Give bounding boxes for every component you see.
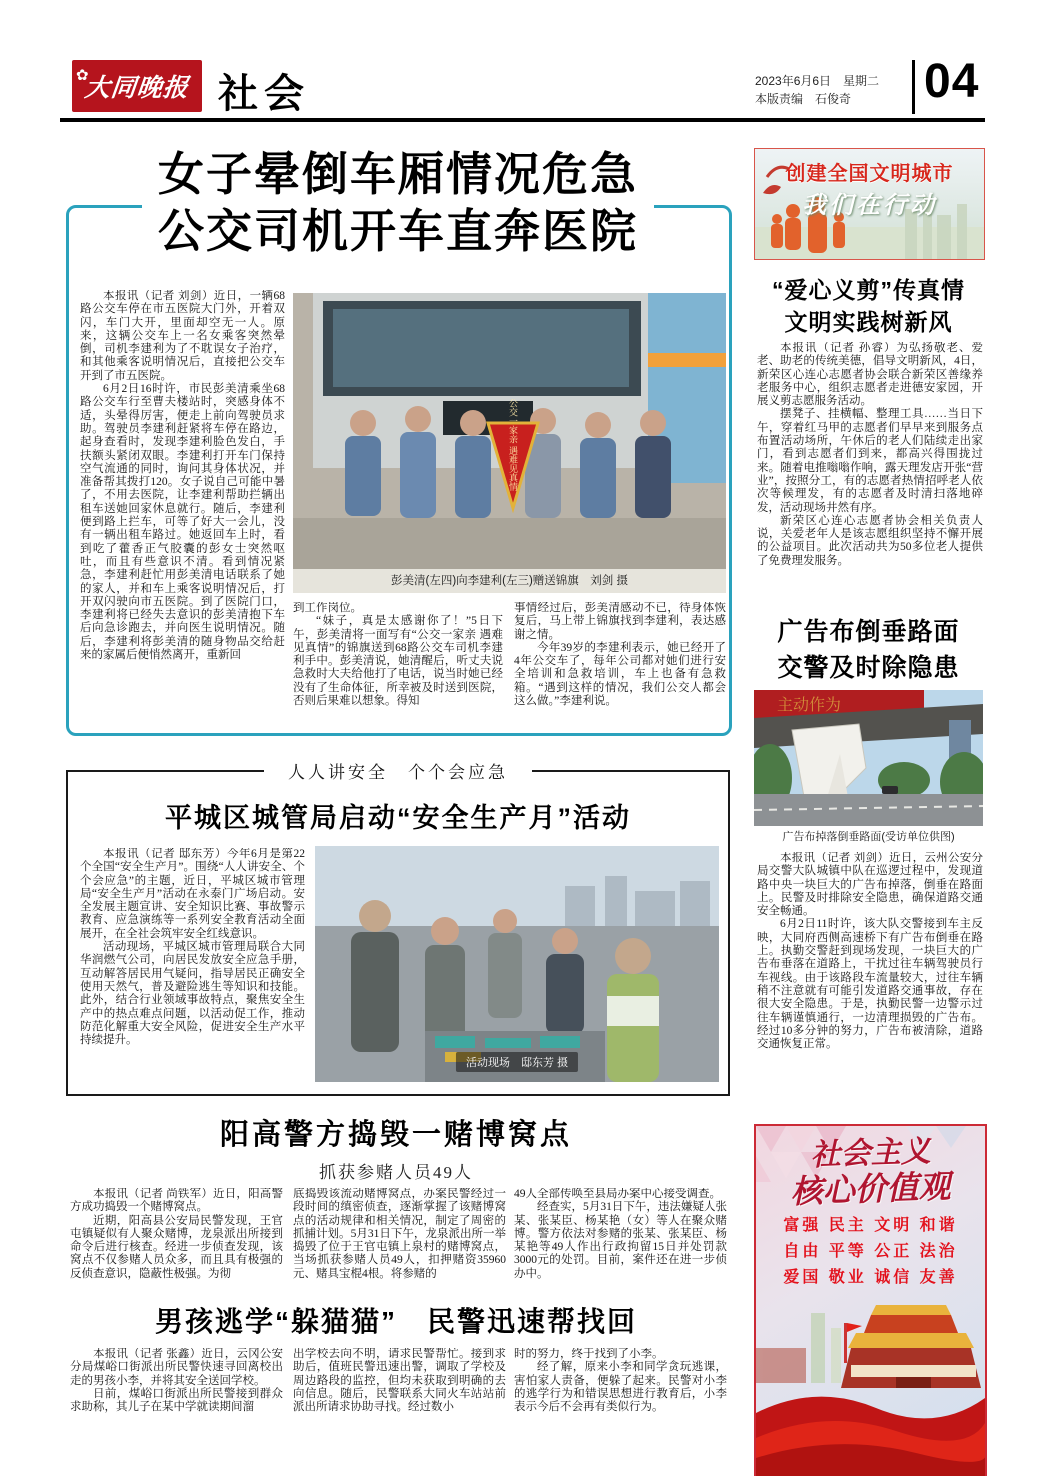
civilization-banner (754, 148, 985, 260)
section-title: 社会 (218, 71, 310, 116)
date-line: 2023年6月6日 星期二 (755, 74, 880, 88)
article3-subhead: 抓获参赌人员49人 (319, 1163, 473, 1182)
article3-column3: 49人全部传唤至县局办案中心接受调查。 经查实，5月31日下午，违法嫌疑人张某、张某臣、杨某艳（女）等人在聚众赌博。警方依法对参赌的张某、张某臣、杨某艳等49人作出行政拘留15日并处罚款3000元的处罚。目前，案件还在进一步侦办中。 (514, 1188, 727, 1280)
date-block (755, 72, 879, 108)
overpass-photo-illustration (754, 690, 983, 826)
article1-column3: 事情经过后，彭美清感动不已，待身体恢复后，马上带上锦旗找到李建利，表达感谢之情。 今年39岁的李建利表示，她已经开了4年公交车了，每年公司都对她们进行安全培训和急救培训，车上也备有急救箱。“遇到这样的情况，我们公交人都会这么做。”李建利说。 (514, 602, 726, 708)
masthead-logo (72, 60, 202, 112)
page-number: 04 (924, 55, 980, 108)
article3-column1: 本报讯（记者 尚铁军）近日，阳高警方成功捣毁一个赌博窝点。 近期，阳高县公安局民警发现，王官屯镇疑似有人聚众赌博，龙泉派出所接到命令后进行核查。经进一步侦查发现，该窝点不仅参赌人员众多，而且具有极强的反侦查意识，隐蔽性极强。为彻 (70, 1188, 283, 1280)
article2-headline: 平城区城管局启动“安全生产月”活动 (165, 803, 631, 833)
article3-column2: 底捣毁该流动赌博窝点，办案民警经过一段时间的缜密侦查，逐渐掌握了该赌博窝点的活动规律和相关情况，制定了周密的抓捕计划。5月31日下午，龙泉派出所一举捣毁了位于王官屯镇上泉村的赌博窝点，当场抓获参赌人员49人，扣押赌资35960元、赌具宝棍4根。将参赌的 (293, 1188, 506, 1280)
poster-values-row2: 自由 平等 公正 法治 (783, 1243, 958, 1260)
core-values-poster (754, 1124, 987, 1476)
article1-photo-caption: 彭美清(左四)向李建利(左三)赠送锦旗 刘剑 摄 (293, 569, 726, 593)
article4-headline: 男孩逃学“躲猫猫” 民警迅速帮找回 (154, 1306, 637, 1337)
masthead-flame-icon: ✿ (76, 67, 89, 84)
article2-photo-caption: 活动现场 邸东芳 摄 (456, 1052, 578, 1072)
banner-line1: 创建全国文明城市 (785, 163, 954, 185)
article1-column1: 本报讯（记者 刘剑）近日，一辆68路公交车停在市五医院大门外，开着双闪，车门大开，里面却空无一人。原来，这辆公交车上一名女乘客突然晕倒，司机李建利为了不耽误女子治疗，和其他乘客说明情况后，直接把公交车开到了市五医院。 6月2日16时许，市民彭美清乘坐68路公交车行至曹夫楼站时，突感身体不适，头晕得厉害，便走上前向驾驶员求助。驾驶员李建利赶紧将车停在路边，起身查看时，发现李建利脸色发白，手扶额头紧闭双眼。李建利打开车门保持空气流通的同时，询问其身体状况，并准备帮其拨打120。女子说自己可能中暑了，不用去医院，让李建利帮助拦辆出租车送她回家休息就行。随后，李建利便到路上拦车，可等了好大一会儿，没有一辆出租车路过。她返回车上时，看到吃了藿香正气胶囊的彭女士突然呕吐，而且有些意识不清。看到情况紧急，李建利赶忙用彭美清电话联系了她的家人，并和车上乘客说明情况后，打开双闪驶向市五医院。到了医院门口，李建利将已经失去意识的彭美清抱下车后向急诊跑去，并向医生说明情况。随后，李建利将彭美清的随身物品交给赶来的家属后便悄然离开，重新回 (80, 290, 285, 662)
header-divider (912, 60, 915, 114)
poster-values-row1: 富强 民主 文明 和谐 (783, 1217, 958, 1234)
article4-column3: 时的努力，终于找到了小李。 经了解，原来小李和同学贪玩逃课，害怕家人责备，便躲了起来。民警对小李的逃学行为和错误思想进行教育后，小李表示今后不会再有类似行为。 (514, 1348, 727, 1414)
photo-banner-text: 主动作为 (776, 697, 842, 714)
article1-headline-line2: 公交司机开车直奔医院 (66, 203, 730, 259)
article3-headline: 阳高警方捣毁一赌博窝点 (219, 1119, 572, 1151)
banner-line2: 我们在行动 (802, 192, 937, 219)
article4-column1: 本报讯（记者 张鑫）近日，云冈公安分局煤峪口街派出所民警快速寻回离校出走的男孩小李，并将其安全送回学校。 日前，煤峪口街派出所民警接到群众求助称，其儿子在某中学就读期间溜 (70, 1348, 283, 1414)
poster-title-line2: 核心价值观 (789, 1168, 952, 1210)
poster-illustration (756, 1293, 985, 1476)
article1-photo (293, 293, 726, 593)
article5-headline-line2: 文明实践树新风 (784, 309, 953, 335)
activity-photo-illustration (315, 846, 719, 1082)
article1-headline-line1: 女子晕倒车厢情况危急 (66, 146, 730, 202)
masthead-title: 大同晚报 (83, 75, 191, 102)
article6-body: 本报讯（记者 刘剑）近日，云州公安分局交警大队城镇中队在巡逻过程中，发现道路中央一块巨大的广告布掉落，倒垂在路面上。民警及时排除安全隐患，确保道路交通安全畅通。 6月2日11时许，该大队交警接到车主反映，大同府西侧高速桥下有广告布倒垂在路上。执勤交警赶到现场发现，一块巨大的广告布垂落在道路上，干扰过往车辆驾驶员行车视线。由于该路段车流量较大，过往车辆稍不注意就有可能引发道路交通事故，存在很大安全隐患。于是，执勤民警一边警示过往车辆谨慎通行，一边清理损毁的广告布。经过10多分钟的努力，广告布被清除，道路交通恢复正常。 (757, 852, 983, 1051)
article1-column2: 到工作岗位。 “妹子，真是太感谢你了！”5日下午，彭美清将一面写有“公交一家亲 遇难见真情”的锦旗送到68路公交车司机李建利手中。彭美清说，她清醒后，听丈夫说急救时大夫给他打了电话，说当时她已经没有了生命体征，所幸被及时送到医院，否则后果难以想象。得知 (293, 602, 503, 708)
article6-headline-line2: 交警及时除隐患 (777, 654, 960, 682)
pennant-text: 公交一家亲 遇难见真情 (508, 398, 518, 492)
article5-body: 本报讯（记者 孙睿）为弘扬敬老、爱老、助老的传统美德，倡导文明新风，4日，新荣区心连心志愿者协会联合新荣区善缘养老服务中心，组织志愿者走进德安家园，开展义剪志愿服务活动。 摆凳子、挂横幅、整理工具……当日下午，穿着红马甲的志愿者们早早来到服务点布置活动场所，午休后的老人们陆续走出家门，看到志愿者们到来，都高兴得围拢过来。随着电推嗡嗡作响，露天理发店开张“营业”，按照分工，有的志愿者热情招呼老人依次等候理发，有的志愿者及时清扫落地碎发，活动现场井然有序。 新荣区心连心志愿者协会相关负责人说，关爱老年人是该志愿组织坚持不懈开展的公益项目。此次活动共为50多位老人提供了免费理发服务。 (757, 342, 983, 567)
article4-column2: 出学校去向不明，请求民警帮忙。接到求助后，值班民警迅速出警，调取了学校及周边路段的监控，但均未获取到明确的去向信息。随后，民警联系大同火车站站前派出所请求协助寻找。经过数小 (293, 1348, 506, 1414)
poster-values-row3: 爱国 敬业 诚信 友善 (783, 1269, 958, 1286)
bus-photo-illustration (293, 293, 726, 593)
article5-headline-line1: “爱心义剪”传真情 (772, 277, 965, 303)
article2-kicker: 人人讲安全 个个会应急 (66, 758, 730, 783)
article6-photo-caption: 广告布掉落倒垂路面(受访单位供图) (782, 831, 955, 843)
poster-title-line1: 社会主义 (810, 1134, 932, 1173)
article6-headline-line1: 广告布倒垂路面 (777, 618, 960, 646)
header-rule (60, 118, 985, 122)
article6-photo (754, 690, 983, 826)
article2-photo (315, 846, 719, 1082)
editor-line: 本版责编 石俊奇 (755, 92, 852, 106)
article2-column1: 本报讯（记者 邸东芳）今年6月是第22个全国“安全生产月”。围绕“人人讲安全、个个会应急”的主题，近日，平城区城市管理局“安全生产月”活动在永泰门广场启动。安全发展主题宣讲、安全知识比赛、事故警示教育、应急演练等一系列安全教育活动全面展开，在全社会筑牢安全红线意识。 活动现场，平城区城市管理局联合大同华润燃气公司，向居民发放安全应急手册，互动解答居民用气疑问，指导居民正确安全使用天然气，普及避险逃生等知识和技能。此外，结合行业领域事故特点，聚焦安全生产中的热点难点问题，以活动促工作，推动防范化解重大安全风险，促进安全生产水平持续提升。 (80, 848, 305, 1047)
